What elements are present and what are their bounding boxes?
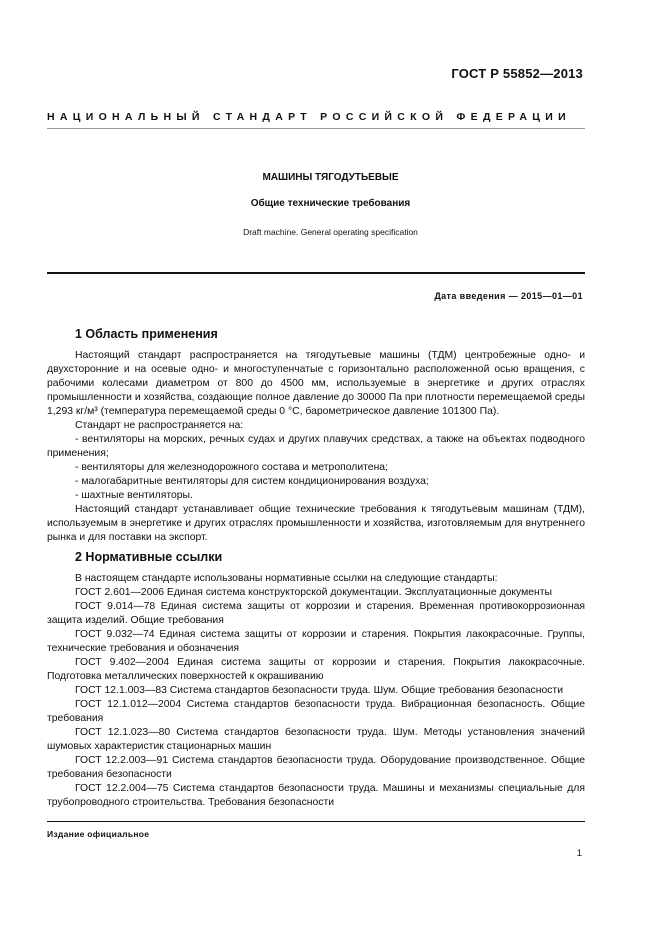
section-1-heading: 1 Область применения (75, 327, 218, 341)
document-subtitle: Общие технические требования (250, 198, 411, 209)
section-1-body (47, 349, 585, 545)
reference-item: ГОСТ 12.2.004—75 Система стандартов безопасности труда. Машины и механизмы специальные для трубопроводного строительства. Требования безопасности (47, 783, 585, 808)
national-standard-banner: НАЦИОНАЛЬНЫЙ СТАНДАРТ РОССИЙСКОЙ ФЕДЕРАЦИИ (47, 111, 571, 123)
section-2-body (47, 572, 585, 810)
title-divider (47, 272, 585, 274)
reference-item: ГОСТ 12.2.003—91 Система стандартов безопасности труда. Оборудование производственное. Общие требования безопасности (47, 755, 585, 780)
reference-item: ГОСТ 9.032—74 Единая система защиты от коррозии и старения. Покрытия лакокрасочные. Группы, технические требования и обозначения (47, 629, 585, 654)
official-edition-label: Издание официальное (47, 829, 150, 839)
list-item: - вентиляторы для железнодорожного состава и метрополитена; (75, 462, 388, 473)
gost-code: ГОСТ Р 55852—2013 (451, 66, 583, 81)
page-number: 1 (576, 848, 582, 859)
list-item: - шахтные вентиляторы. (75, 490, 193, 501)
footer-divider (47, 821, 585, 822)
paragraph: В настоящем стандарте использованы нормативные ссылки на следующие стандарты: (75, 573, 498, 584)
reference-item: ГОСТ 9.014—78 Единая система защиты от коррозии и старения. Временная противокоррозионная защита изделий. Общие требования (47, 601, 585, 626)
list-item: - малогабаритные вентиляторы для систем кондиционирования воздуха; (75, 476, 429, 487)
paragraph: Настоящий стандарт устанавливает общие технические требования к тягодутьевым машинам (ТДМ), используемым в энергетике и других отраслях промышленности и хозяйства, изготовляемым для внутреннего рынка и для поставки на экспорт. (47, 504, 585, 543)
document-title-english: Draft machine. General operating specification (243, 227, 418, 237)
introduction-date: Дата введения — 2015—01—01 (434, 291, 583, 301)
list-item: - вентиляторы на морских, речных судах и других плавучих средствах, а также на объектах подводного применения; (47, 434, 585, 459)
paragraph: Настоящий стандарт распространяется на тягодутьевые машины (ТДМ) центробежные одно- и двухсторонние и на осевые одно- и многоступенчатые с горизонтально расположенной осью вращения, с рабочими колесами диаметром от 800 до 4500 мм, используемые в энергетике и других отраслях промышленности и хозяйства, создающие полное давление до 30000 Па при плотности перемещаемой среды 1,293 кг/м³ (температура перемещаемой среды 0 °С, барометрическое давление 101300 Па). (47, 350, 585, 417)
reference-item: ГОСТ 2.601—2006 Единая система конструкторской документации. Эксплуатационные документы (75, 587, 553, 598)
reference-item: ГОСТ 9.402—2004 Единая система защиты от коррозии и старения. Покрытия лакокрасочные. Подготовка металлических поверхностей к окрашиванию (47, 657, 585, 682)
reference-item: ГОСТ 12.1.023—80 Система стандартов безопасности труда. Шум. Методы установления значений шумовых характеристик стационарных машин (47, 727, 585, 752)
section-2-heading: 2 Нормативные ссылки (75, 550, 223, 564)
header-divider (47, 128, 585, 129)
reference-item: ГОСТ 12.1.012—2004 Система стандартов безопасности труда. Вибрационная безопасность. Общие требования (47, 699, 585, 724)
paragraph: Стандарт не распространяется на: (75, 420, 244, 431)
document-title: МАШИНЫ ТЯГОДУТЬЕВЫЕ (262, 172, 399, 183)
reference-item: ГОСТ 12.1.003—83 Система стандартов безопасности труда. Шум. Общие требования безопасности (75, 685, 563, 696)
